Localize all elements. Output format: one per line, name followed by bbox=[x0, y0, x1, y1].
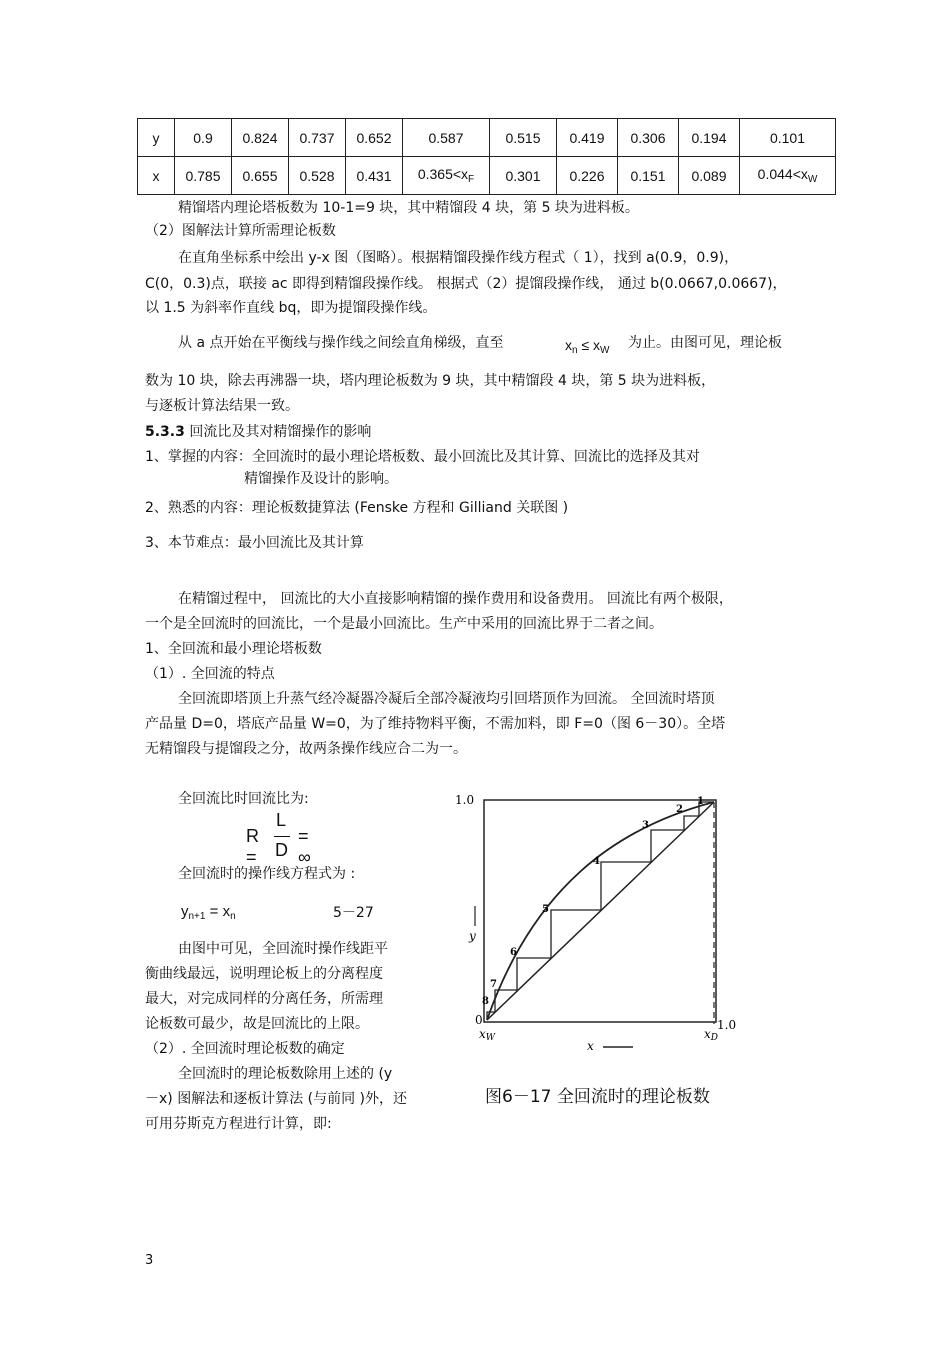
operating-line-equation bbox=[181, 903, 236, 926]
table-cell: 0.785 bbox=[175, 157, 232, 195]
paragraph-line: 全回流比时回流比为: bbox=[178, 791, 309, 807]
table-cell: 0.431 bbox=[346, 157, 403, 195]
table-cell: 0.151 bbox=[618, 157, 679, 195]
paragraph-line: －x) 图解法和逐板计算法 (与前同 )外，还 bbox=[145, 1091, 408, 1107]
subscript: W bbox=[600, 345, 610, 356]
eq-mid: = x bbox=[205, 903, 231, 920]
tick-label-top: 1.0 bbox=[455, 793, 475, 807]
xw-label: xW bbox=[479, 1027, 496, 1043]
paragraph-line: 全回流时的操作线方程式为 : bbox=[178, 866, 356, 882]
paragraph-line: 数为 10 块，除去再沸器一块，塔内理论板数为 9 块，其中精馏段 4 块，第 5 块为进料板， bbox=[145, 373, 716, 389]
subscript: n+1 bbox=[188, 911, 206, 922]
table-cell: 0.528 bbox=[289, 157, 346, 195]
table-cell: 0.306 bbox=[618, 119, 679, 157]
inline-formula bbox=[565, 336, 609, 360]
paragraph-line: 2、熟悉的内容：理论板数捷算法 (Fenske 方程和 Gilliand 关联图 ) bbox=[145, 500, 569, 516]
origin-label: 0 bbox=[475, 1013, 483, 1027]
diagonal-line bbox=[487, 802, 714, 1020]
table-row-x bbox=[138, 157, 836, 195]
table-cell: 0.824 bbox=[232, 119, 289, 157]
paragraph-line: 在直角坐标系中绘出 y-x 图（图略）。根据精馏段操作线方程式（ 1），找到 a(0.9，0.9)， bbox=[178, 250, 739, 266]
paragraph-line: 以 1.5 为斜率作直线 bq，即为提馏段操作线。 bbox=[145, 300, 437, 316]
equilibrium-table bbox=[137, 118, 836, 195]
table-cell: 0.652 bbox=[346, 119, 403, 157]
paragraph-line: （1）. 全回流的特点 bbox=[145, 666, 275, 682]
y-axis-label: y bbox=[469, 929, 476, 943]
equation-number: 5－27 bbox=[333, 905, 374, 921]
subscript: n bbox=[230, 911, 236, 922]
step-label: 6 bbox=[510, 947, 517, 958]
paragraph-line: 1、全回流和最小理论塔板数 bbox=[145, 641, 322, 657]
page-number: 3 bbox=[145, 1253, 154, 1268]
paragraph-line: 为止。由图可见，理论板 bbox=[628, 335, 782, 351]
table-cell: 0.089 bbox=[679, 157, 740, 195]
paragraph-line: 全回流即塔顶上升蒸气经冷凝器冷凝后全部冷凝液均引回塔顶作为回流。 全回流时塔顶 bbox=[178, 691, 715, 707]
paragraph-line: （2）. 全回流时理论板数的确定 bbox=[145, 1041, 345, 1057]
table-cell: y bbox=[138, 119, 175, 157]
subscript: n bbox=[572, 345, 578, 356]
paragraph-line: 最大，对完成同样的分离任务，所需理 bbox=[145, 991, 383, 1007]
section-number: 5.3.3 bbox=[145, 424, 185, 440]
step-label: 4 bbox=[593, 856, 600, 867]
table-cell: 0.419 bbox=[557, 119, 618, 157]
subscript: W bbox=[807, 174, 818, 185]
x-axis-label: x bbox=[587, 1039, 594, 1053]
fraction-bar bbox=[274, 836, 290, 837]
table-cell: 0.655 bbox=[232, 157, 289, 195]
paragraph-line: 全回流时的理论板数除用上述的 (y bbox=[178, 1066, 393, 1082]
paragraph-line: 一个是全回流时的回流比，一个是最小回流比。生产中采用的回流比界于二者之间。 bbox=[145, 616, 663, 632]
paragraph-line: 精馏操作及设计的影响。 bbox=[244, 471, 398, 487]
table-cell: 0.226 bbox=[557, 157, 618, 195]
table-row-y bbox=[138, 119, 836, 157]
paragraph-line: 1、掌握的内容：全回流时的最小理论塔板数、最小回流比及其计算、回流比的选择及其对 bbox=[145, 449, 700, 465]
step-label: 8 bbox=[482, 996, 489, 1007]
paragraph-line: 在精馏过程中， 回流比的大小直接影响精馏的操作费用和设备费用。 回流比有两个极限， bbox=[178, 591, 733, 607]
table-cell bbox=[403, 157, 490, 195]
paragraph-line: 精馏塔内理论塔板数为 10-1=9 块，其中精馏段 4 块，第 5 块为进料板。 bbox=[178, 200, 639, 216]
table-cell-text: 0.365<x bbox=[417, 166, 469, 182]
section-title: 回流比及其对精馏操作的影响 bbox=[184, 424, 372, 440]
paragraph-line: 3、本节难点：最小回流比及其计算 bbox=[145, 535, 364, 551]
step-label: 5 bbox=[542, 904, 549, 915]
table-cell: 0.515 bbox=[490, 119, 557, 157]
paragraph-line: 产品量 D=0，塔底产品量 W=0，为了维持物料平衡，不需加料，即 F=0（图 6－30）。全塔 bbox=[145, 716, 726, 732]
step-label: 1 bbox=[697, 796, 704, 807]
table-cell: 0.194 bbox=[679, 119, 740, 157]
formula-le: ≤ x bbox=[577, 337, 601, 353]
paragraph-line: 论板数可最少，故是回流比的上限。 bbox=[145, 1016, 369, 1032]
paragraph-line: 衡曲线最远，说明理论板上的分离程度 bbox=[145, 966, 383, 982]
paragraph-line: 由图中可见，全回流时操作线距平 bbox=[178, 941, 388, 957]
eq-y: y bbox=[181, 903, 189, 920]
table-cell: 0.9 bbox=[175, 119, 232, 157]
paragraph-line: （2）图解法计算所需理论板数 bbox=[145, 223, 336, 239]
xd-label: xD bbox=[704, 1027, 718, 1043]
table-cell: 0.101 bbox=[740, 119, 836, 157]
eq-lhs: R = bbox=[246, 826, 259, 867]
table-cell bbox=[740, 157, 836, 195]
table-cell: 0.737 bbox=[289, 119, 346, 157]
figure-caption: 图6－17 全回流时的理论板数 bbox=[485, 1087, 710, 1107]
eq-numerator: L bbox=[276, 810, 287, 830]
paragraph-line: 可用芬斯克方程进行计算，即: bbox=[145, 1116, 332, 1132]
table-cell: 0.301 bbox=[490, 157, 557, 195]
eq-denominator: D bbox=[275, 840, 288, 860]
paragraph-line: 无精馏段与提馏段之分，故两条操作线应合二为一。 bbox=[145, 741, 467, 757]
table-cell-text: 0.044<x bbox=[757, 166, 808, 182]
step-label: 2 bbox=[676, 804, 683, 815]
total-reflux-diagram bbox=[455, 788, 755, 1058]
subscript: F bbox=[468, 174, 475, 185]
step-label: 7 bbox=[490, 979, 497, 990]
paragraph-line: 从 a 点开始在平衡线与操作线之间绘直角梯级，直至 bbox=[178, 335, 504, 351]
formula-x: x bbox=[565, 337, 572, 353]
eq-rhs: = ∞ bbox=[298, 826, 311, 867]
paragraph-line: C(0，0.3)点，联接 ac 即得到精馏段操作线。 根据式（2）提馏段操作线， 通过 b(0.0667,0.0667)， bbox=[145, 276, 787, 292]
table-cell: 0.587 bbox=[403, 119, 490, 157]
tick-label-right: 1.0 bbox=[717, 1018, 737, 1032]
table-cell: x bbox=[138, 157, 175, 195]
paragraph-line: 与逐板计算法结果一致。 bbox=[145, 398, 299, 414]
section-heading bbox=[145, 423, 371, 441]
step-label: 3 bbox=[642, 820, 649, 831]
